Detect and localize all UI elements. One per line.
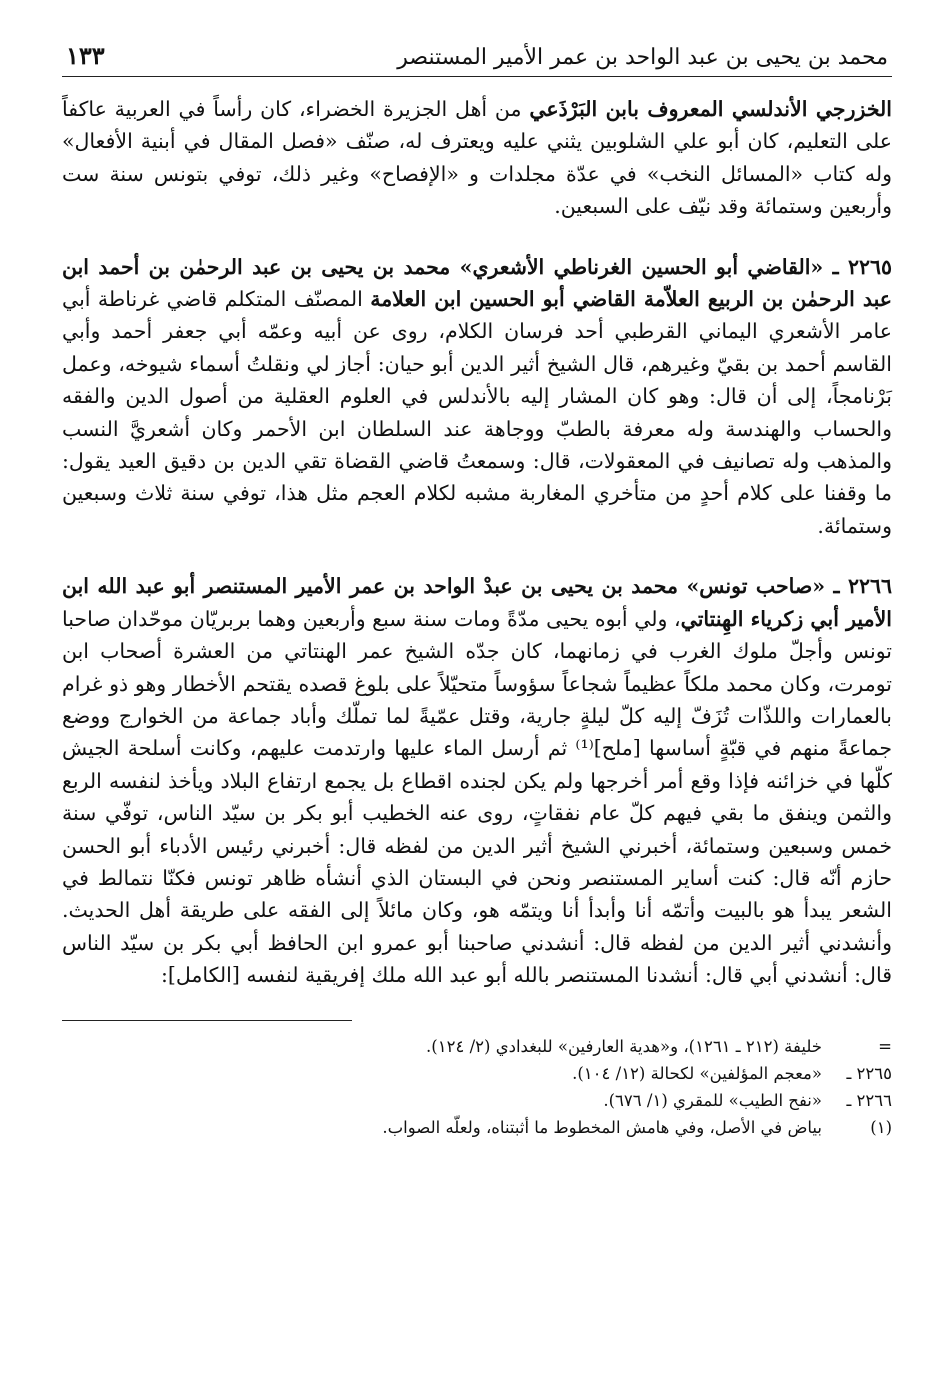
footnotes [62,1033,892,1141]
entry-heading: الخزرجي الأندلسي المعروف بابن البَرْذَعي [529,97,892,121]
footnote-text: «نفح الطيب» للمقري (١/ ٦٧٦). [603,1090,822,1110]
paragraph-entry-2266 [62,570,892,991]
footnote-item [62,1114,892,1141]
paragraph-text: المصنّف المتكلم قاضي غرناطة أبي عامر الأشعري اليماني القرطبي أحد فرسان الكلام، روى عن أبيه وعمّه أبي جعفر أحمد وأبي القاسم أحمد بن بقيّ وغيرهم، قال الشيخ أثير الدين أبو حيان: أجاز لي ونقلتُ أسماء شيوخه، وعمل بَرْنامجاً، إلى أن قال: وهو كان المشار إليه بالأندلس في العلوم العقلية من أصول الدين والفقه والحساب والهندسة وله معرفة بالطبّ ووجاهة عند السلطان ابن الأحمر وكان أشعريَّ النسب والمذهب وله تصانيف في المعقولات، قال: وسمعتُ قاضي القضاة تقي الدين بن دقيق العيد يقول: ما وقفنا على كلام أحدٍ من متأخري المغاربة مشبه لكلام العجم مثل هذا، توفي سنة ثلاث وسبعين وستمائة. [62,287,892,538]
paragraph-continuation [62,93,892,223]
footnote-label: (١) [870,1117,892,1137]
footnote-label: ٢٢٦٦ ـ [846,1090,892,1110]
footnote-item [62,1060,892,1087]
paragraph-text: ، ولي أبوه يحيى مدّةً ومات سنة سبع وأربعين وهما بربريّان موحّدان صاحبا تونس وأجلّ ملوك الغرب في زمانهما، كان جدّه الشيخ عمر الهنتاتي من العشرة أصحاب ابن تومرت، وكان محمد ملكاً عظيماً شجاعاً سؤوساً متحيّلاً على بلوغ قصده يقتحم الأخطار وهو ذو غرام بالعمارات واللذّات تُزَفّ إليه كلّ ليلةٍ جارية، وقتل عمّيةً لما تملّك وأباد جماعة من الخوارج ووضع جماعةً منهم في قبّةٍ أساسها [ملح]⁽¹⁾ ثم أرسل الماء عليها وارتدمت عليهم، وكانت أسلحة الجيش كلّها في خزائنه فإذا وقع أمر أخرجها ولم يكن لجنده اقطاع بل يجمع ارتفاع البلاد ويأخذ لنفسه الربع والثمن وينفق ما بقي فيهم كلّ عام نفقاتٍ، روى عنه الخطيب أبو بكر بن سيّد الناس، توفّي سنة خمس وسبعين وستمائة، أخبرني الشيخ أثير الدين من لفظه قال: أخبرني رئيس الأدباء أبو الحسن حازم أنّه قال: كنت أساير المستنصر ونحن في البستان الذي أنشأه ظاهر تونس فكنّا نتمالط في الشعر يبدأ هو بالبيت وأتمّه أنا وأبدأ أنا ويتمّه هو، وكان مائلاً إلى الفقه على طريقة أهل الحديث. وأنشدني أثير الدين من لفظه قال: أنشدني صاحبنا أبو عمرو ابن الحافظ أبي بكر بن سيّد الناس قال: أنشدني أبي قال: أنشدنا المستنصر بالله أبو عبد الله ملك إفريقية لنفسه [الكامل]: [62,606,893,988]
page-header [62,30,892,77]
footnote-divider [62,1020,352,1021]
running-head: محمد بن يحيى بن عبد الواحد بن عمر الأمير المستنصر [397,45,888,70]
footnote-label: ٢٢٦٥ ـ [846,1063,892,1083]
paragraph-text: من أهل الجزيرة الخضراء، كان رأساً في العربية عاكفاً على التعليم، كان أبو علي الشلوبين يثني عليه ويعترف له، صنّف «فصل المقال في أبنية الأفعال» وله كتاب «المسائل النخب» في عدّة مجلدات و «الإفصاح» وغير ذلك، توفي بتونس سنة ست وأربعين وستمائة وقد نيّف على السبعين. [62,97,892,219]
footnote-item [62,1033,892,1060]
page-number: ١٣٣ [66,41,105,70]
footnote-label: = [878,1036,892,1056]
footnote-text: «معجم المؤلفين» لكحالة (١٢/ ١٠٤). [572,1063,822,1083]
footnote-text: بياض في الأصل، وفي هامش المخطوط ما أثبتناه، ولعلّه الصواب. [382,1117,822,1137]
entry-number: ٢٢٦٥ ـ [823,254,892,279]
entry-heading: «القاضي أبو الحسين الغرناطي الأشعري» محمد بن يحيى بن عبد الرحمٰن بن أحمد ابن عبد الرحمٰن بن الربيع العلاّمة القاضي أبو الحسين ابن العلامة [62,254,893,312]
footnote-text: خليفة (٢١٢ ـ ١٢٦١)، و«هدية العارفين» للبغدادي (٢/ ١٢٤). [426,1036,822,1056]
page-body [62,93,892,992]
book-page [62,30,892,1350]
entry-number: ٢٢٦٦ ـ [825,574,892,599]
footnote-item [62,1087,892,1114]
entry-heading: «صاحب تونس» محمد بن يحيى بن عبدْ الواحد بن عمر الأمير المستنصر أبو عبد الله ابن الأمير أبي زكرياء الهِنتاتي [62,574,892,631]
paragraph-entry-2265 [62,251,892,543]
